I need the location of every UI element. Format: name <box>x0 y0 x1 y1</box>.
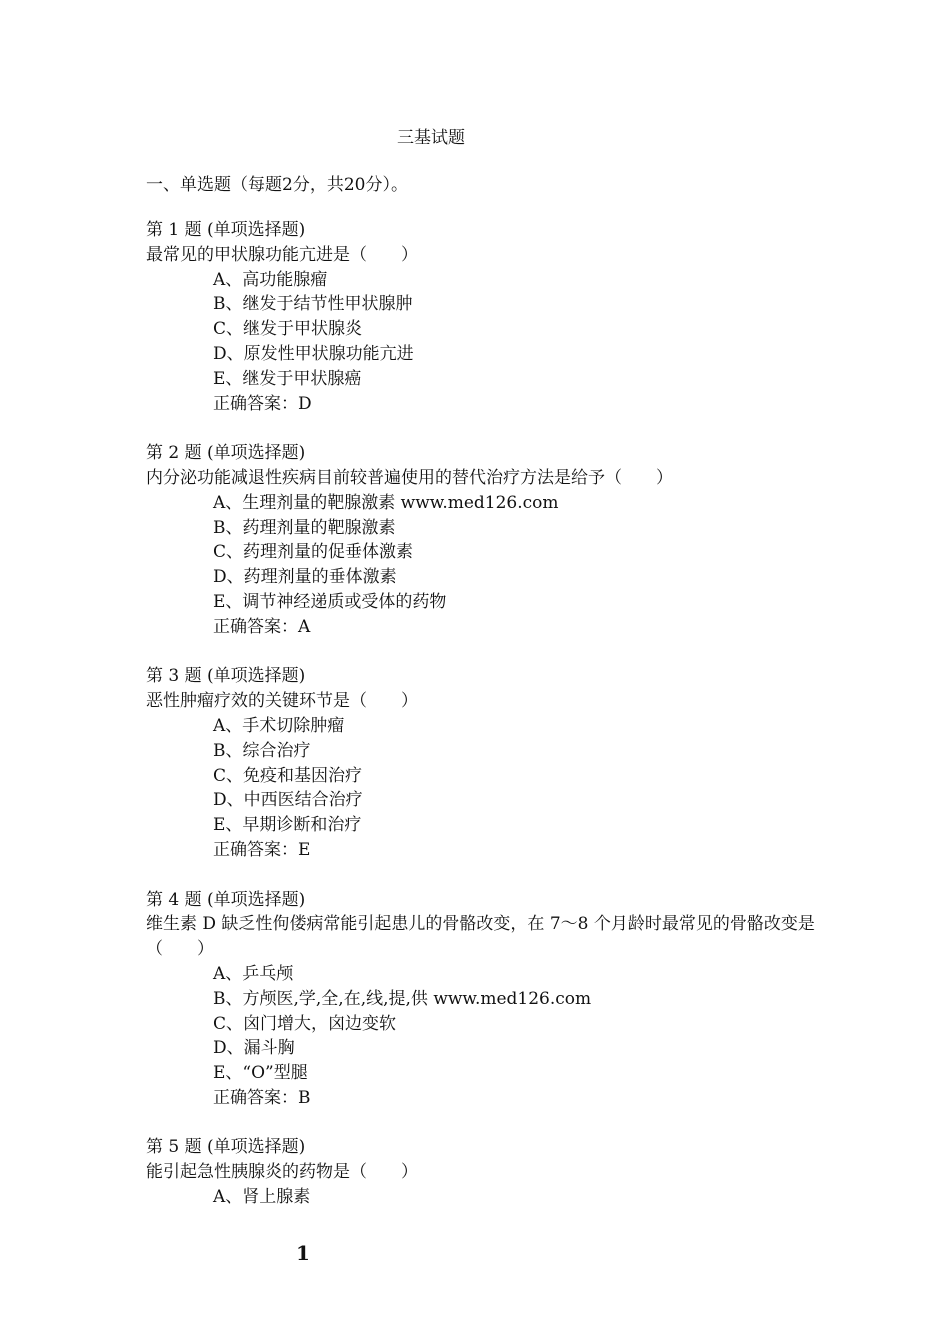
option-a: A、乒乓颅 <box>213 963 294 984</box>
option-e: E、“O”型腿 <box>213 1063 308 1084</box>
question-5 <box>146 1135 816 1209</box>
question-4 <box>146 888 816 1111</box>
section-heading: 一、单选题（每题2分，共20分）。 <box>146 175 408 195</box>
correct-answer: 正确答案：A <box>213 616 311 637</box>
option-c: C、继发于甲状腺炎 <box>213 319 363 340</box>
option-a: A、肾上腺素 <box>213 1187 311 1208</box>
question-header: 第 5 题 (单项选择题) <box>146 1137 306 1158</box>
question-2 <box>146 441 816 639</box>
question-3 <box>146 664 816 862</box>
question-header: 第 2 题 (单项选择题) <box>146 443 306 464</box>
correct-answer: 正确答案：B <box>213 1087 311 1108</box>
question-stem: 内分泌功能减退性疾病目前较普遍使用的替代治疗方法是给予（ ） <box>146 467 673 488</box>
option-d: D、药理剂量的垂体激素 <box>213 567 397 588</box>
option-b: B、继发于结节性甲状腺肿 <box>213 294 413 315</box>
option-a: A、生理剂量的靶腺激素 www.med126.com <box>213 492 559 513</box>
option-e: E、调节神经递质或受体的药物 <box>213 591 447 612</box>
option-a: A、手术切除肿瘤 <box>213 715 345 736</box>
question-header: 第 3 题 (单项选择题) <box>146 666 306 687</box>
option-d: D、漏斗胸 <box>213 1038 295 1059</box>
option-c: C、免疫和基因治疗 <box>213 765 363 786</box>
question-stem: 最常见的甲状腺功能亢进是（ ） <box>146 244 418 265</box>
correct-answer: 正确答案：D <box>213 393 312 414</box>
question-list <box>146 218 816 1235</box>
option-d: D、原发性甲状腺功能亢进 <box>213 343 414 364</box>
question-1 <box>146 218 816 416</box>
page-number: 1 <box>296 1241 310 1265</box>
option-c: C、药理剂量的促垂体激素 <box>213 542 414 563</box>
option-d: D、中西医结合治疗 <box>213 790 363 811</box>
option-b: B、方颅医,学,全,在,线,提,供 www.med126.com <box>213 988 592 1009</box>
option-a: A、高功能腺瘤 <box>213 269 328 290</box>
option-b: B、药理剂量的靶腺激素 <box>213 517 396 538</box>
document-title: 三基试题 <box>397 128 465 148</box>
question-stem: 维生素 D 缺乏性佝偻病常能引起患儿的骨骼改变，在 7～8 个月龄时最常见的骨骼改变是（ ） <box>146 914 815 960</box>
question-header: 第 1 题 (单项选择题) <box>146 220 306 240</box>
question-stem: 能引起急性胰腺炎的药物是（ ） <box>146 1162 418 1183</box>
question-stem: 恶性肿瘤疗效的关键环节是（ ） <box>146 691 418 712</box>
option-e: E、早期诊断和治疗 <box>213 815 362 836</box>
option-c: C、囟门增大，囟边变软 <box>213 1013 397 1034</box>
correct-answer: 正确答案：E <box>213 839 311 860</box>
option-b: B、综合治疗 <box>213 740 311 761</box>
option-e: E、继发于甲状腺癌 <box>213 368 362 389</box>
question-header: 第 4 题 (单项选择题) <box>146 889 306 910</box>
